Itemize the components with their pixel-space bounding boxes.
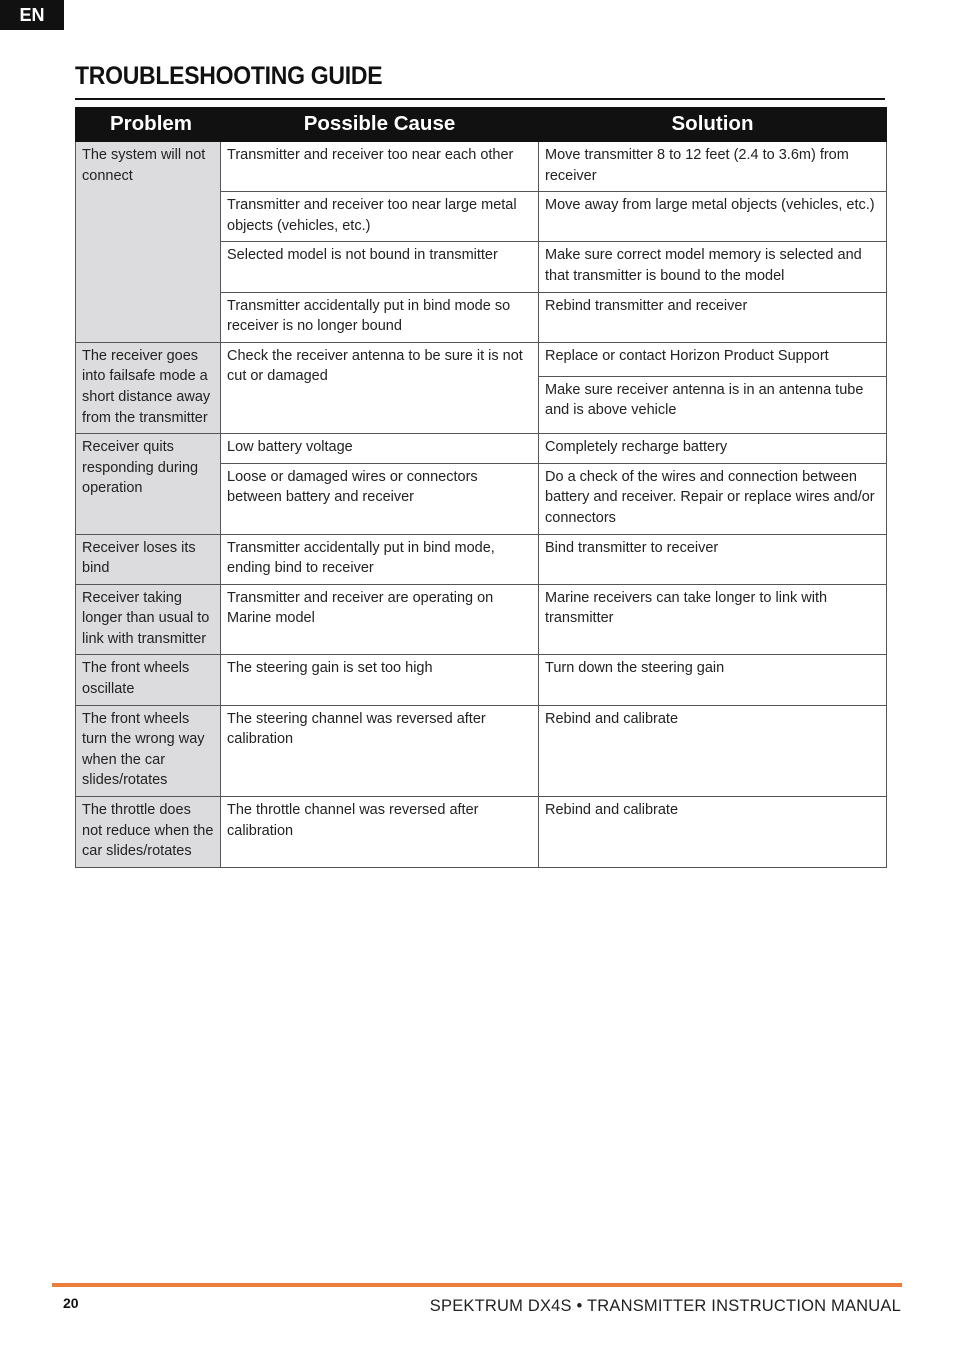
solution-cell: Rebind transmitter and receiver (539, 292, 887, 342)
column-header-solution: Solution (539, 108, 887, 142)
cause-cell: Check the receiver antenna to be sure it is not cut or damaged (221, 342, 539, 433)
table-row (76, 534, 887, 584)
cause-cell: The steering gain is set too high (221, 655, 539, 705)
column-header-problem: Problem (76, 108, 221, 142)
problem-cell: The system will not connect (76, 142, 221, 343)
solution-cell: Replace or contact Horizon Product Support (539, 342, 887, 376)
page-number: 20 (63, 1295, 79, 1311)
cause-cell: Transmitter accidentally put in bind mode so receiver is no longer bound (221, 292, 539, 342)
table-row (76, 655, 887, 705)
table-row (76, 142, 887, 192)
cause-cell: Transmitter and receiver too near each other (221, 142, 539, 192)
column-header-possible-cause: Possible Cause (221, 108, 539, 142)
cause-cell: Transmitter accidentally put in bind mode, ending bind to receiver (221, 534, 539, 584)
table-row (76, 434, 887, 464)
problem-cell: The receiver goes into failsafe mode a short distance away from the transmitter (76, 342, 221, 433)
solution-cell: Move transmitter 8 to 12 feet (2.4 to 3.6m) from receiver (539, 142, 887, 192)
table-row (76, 342, 887, 376)
problem-cell: Receiver loses its bind (76, 534, 221, 584)
table-row (76, 584, 887, 655)
page-title: TROUBLESHOOTING GUIDE (75, 62, 383, 90)
language-tab: EN (0, 0, 64, 30)
title-divider (75, 98, 885, 100)
problem-cell: The front wheels turn the wrong way when the car slides/rotates (76, 705, 221, 796)
table-body (76, 142, 887, 868)
solution-cell: Make sure correct model memory is selected and that transmitter is bound to the model (539, 242, 887, 292)
cause-cell: Low battery voltage (221, 434, 539, 464)
table-header-row (76, 108, 887, 142)
cause-cell: Transmitter and receiver too near large metal objects (vehicles, etc.) (221, 192, 539, 242)
footer-divider (52, 1283, 902, 1287)
cause-cell: Transmitter and receiver are operating on Marine model (221, 584, 539, 655)
problem-cell: The front wheels oscillate (76, 655, 221, 705)
table-header (76, 108, 887, 142)
cause-cell: The throttle channel was reversed after calibration (221, 797, 539, 868)
solution-cell: Turn down the steering gain (539, 655, 887, 705)
solution-cell: Rebind and calibrate (539, 705, 887, 796)
cause-cell: Selected model is not bound in transmitter (221, 242, 539, 292)
solution-cell: Marine receivers can take longer to link with transmitter (539, 584, 887, 655)
cause-cell: Loose or damaged wires or connectors between battery and receiver (221, 463, 539, 534)
problem-cell: Receiver taking longer than usual to link with transmitter (76, 584, 221, 655)
table-row (76, 705, 887, 796)
solution-cell: Completely recharge battery (539, 434, 887, 464)
problem-cell: Receiver quits responding during operation (76, 434, 221, 534)
solution-cell: Move away from large metal objects (vehicles, etc.) (539, 192, 887, 242)
solution-cell: Make sure receiver antenna is in an antenna tube and is above vehicle (539, 376, 887, 433)
table-row (76, 797, 887, 868)
solution-cell: Do a check of the wires and connection between battery and receiver. Repair or replace wires and/or connectors (539, 463, 887, 534)
problem-cell: The throttle does not reduce when the car slides/rotates (76, 797, 221, 868)
troubleshooting-table (75, 107, 887, 868)
solution-cell: Bind transmitter to receiver (539, 534, 887, 584)
manual-title: SPEKTRUM DX4S • TRANSMITTER INSTRUCTION MANUAL (429, 1297, 901, 1315)
cause-cell: The steering channel was reversed after calibration (221, 705, 539, 796)
solution-cell: Rebind and calibrate (539, 797, 887, 868)
